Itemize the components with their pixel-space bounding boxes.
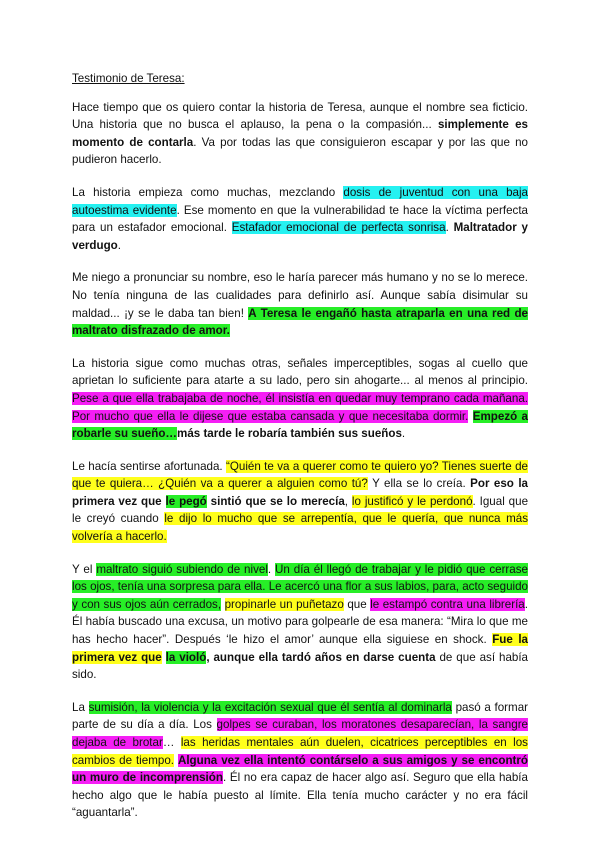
- highlighted-text: golpes se curaban, los moratones desaparecían, la sangre dejaba de brotar: [72, 718, 528, 749]
- text-run: Me niego a pronunciar su nombre, eso le haría parecer más humano y no se lo merece. No tenía ninguna de las cualidades para definirlo así. Aunque sabía disimular su maldad... ¡y se le daba tan bien!: [72, 271, 528, 320]
- text-run: La historia sigue como muchas otras, señales imperceptibles, sogas al cuello que aprietan lo suficiente para atarte a su lado, pero sin ahogarte... al menos al principio.: [72, 356, 528, 388]
- highlighted-text: le dijo lo mucho que se arrepentía, que le quería, que nunca más volvería a hacerlo.: [72, 512, 528, 544]
- highlighted-text: sumisión, la violencia y la excitación sexual que él sentía al dominarla: [88, 700, 452, 714]
- paragraph: [72, 561, 528, 684]
- highlighted-text: Pese a que ella trabajaba de noche, él insistía en quedar muy temprano cada mañana. Por mucho que ella le dijese que estaba cansada y que necesitaba dormir.: [72, 391, 528, 423]
- text-run: .: [401, 427, 406, 441]
- text-run: .: [117, 238, 121, 252]
- paragraph: [72, 699, 528, 822]
- text-run: . Él había buscado una excusa, un motivo para golpearle de esa manera: “Mira lo que me has hecho hacer”. Después ‘le hizo el amor’ aunque ella siguiese en shock.: [72, 597, 528, 647]
- text-run: que: [343, 597, 371, 611]
- text-run: . Va por todas las que consiguieron escapar y por las que no pudieron hacerlo.: [72, 135, 528, 167]
- highlighted-text: A Teresa le engañó hasta atraparla en una red de maltrato disfrazado de amor.: [72, 306, 529, 338]
- text-run: de que así había sido.: [72, 650, 529, 682]
- text-run: La: [72, 700, 89, 714]
- text-run: simplemente es momento de contarla: [72, 118, 528, 149]
- text-run: ,: [344, 494, 352, 508]
- text-run: , aunque ella tardó años en darse cuenta: [206, 650, 436, 664]
- highlighted-text: le pegó: [165, 494, 207, 508]
- document-body: [72, 70, 528, 837]
- text-run: Y el: [72, 562, 97, 576]
- highlighted-text: Un día él llegó de trabajar y le pidió que cerrase los ojos, tenía una sorpresa para ella. Le acercó una flor a sus labios, para, acto seguido y con sus ojos aún cerrados,: [72, 562, 528, 611]
- text-run: sintió que se lo merecía: [206, 494, 345, 508]
- text-run: . Ese momento en que la vulnerabilidad te hace la víctima perfecta para un estafador emocional.: [72, 203, 528, 235]
- highlighted-text: Alguna vez ella intentó contárselo a sus amigos y se encontró un muro de incomprensión: [72, 753, 528, 785]
- highlighted-text: Fue la primera vez que: [72, 633, 528, 664]
- paragraph: [72, 458, 528, 546]
- text-run: más tarde le robaría también sus sueños: [177, 427, 402, 441]
- text-run: . Igual que le creyó cuando: [72, 494, 529, 526]
- highlighted-text: dosis de juventud con una baja autoestima evidente: [72, 185, 528, 217]
- text-run: …: [162, 736, 181, 749]
- text-run: Por eso la primera vez que: [72, 477, 529, 508]
- text-run: Le hacía sentirse afortunada.: [72, 459, 227, 473]
- text-run: . Él no era capaz de hacer algo así. Seguro que ella había hecho algo que le había puesto al límite. Ella tenía mucho carácter y no era fácil “aguantarla”.: [72, 771, 528, 820]
- text-run: .: [445, 221, 454, 235]
- text-run: La historia empieza como muchas, mezclando: [72, 185, 344, 199]
- paragraph: [72, 355, 528, 443]
- highlighted-text: maltrato siguió subiendo de nivel: [96, 562, 268, 576]
- highlighted-text: Empezó a robarle su sueño…: [72, 409, 528, 441]
- text-run: Hace tiempo que os quiero contar la historia de Teresa, aunque el nombre sea ficticio. Una historia que no busca el aplauso, la pena o la compasión...: [72, 100, 528, 132]
- text-run: pasó a formar parte de su día a día. Los: [72, 700, 529, 732]
- highlighted-text: las heridas mentales aún duelen, cicatrices perceptibles en los cambios de tiempo.: [72, 736, 528, 767]
- highlighted-text: le estampó contra una librería: [370, 597, 525, 611]
- highlighted-text: Estafador emocional de perfecta sonrisa: [231, 221, 446, 235]
- text-run: .: [267, 562, 276, 576]
- document-title: Testimonio de Teresa:: [72, 72, 185, 85]
- text-run: Y ella se lo creía.: [367, 477, 471, 491]
- highlighted-text: “Quién te va a querer como te quiero yo? Tienes suerte de que te quiera… ¿Quién va a querer a alguien como tú?: [72, 459, 528, 491]
- highlighted-text: lo justificó y le perdonó: [351, 494, 473, 508]
- text-run: Maltratador y verdugo: [72, 221, 528, 252]
- paragraph: [72, 184, 528, 254]
- highlighted-text: la violó: [165, 650, 207, 664]
- highlighted-text: propinarle un puñetazo: [224, 597, 344, 611]
- paragraph: [72, 99, 528, 169]
- paragraph: [72, 269, 528, 339]
